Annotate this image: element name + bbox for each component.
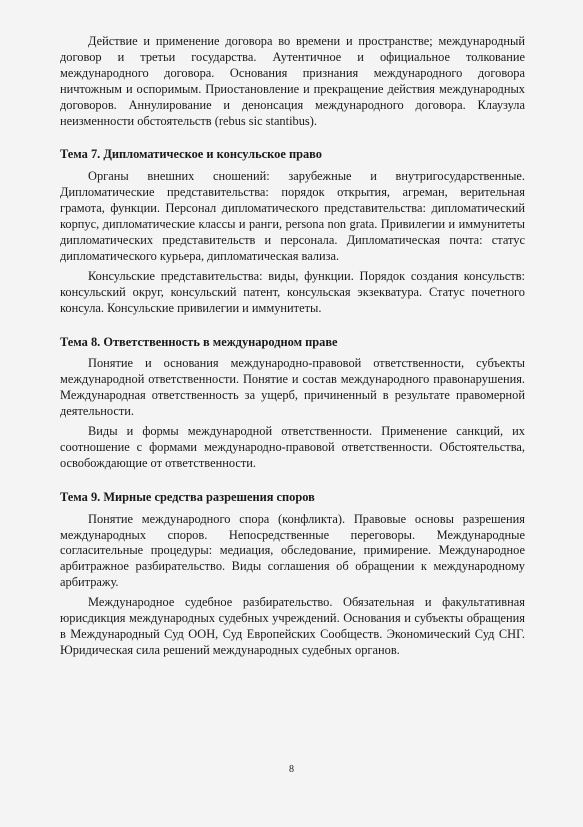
spacer (60, 317, 525, 335)
page-number: 8 (289, 764, 294, 775)
topic-7-section (60, 147, 525, 316)
topic-8-heading: Тема 8. Ответственность в международном праве (60, 334, 338, 349)
topic-7-paragraph-2: Консульские представительства: виды, функции. Порядок создания консульств: консульский округ, консульский патент, консульская экзекватура. Статус почетного консула. Консульские привилегии и иммунитеты. (60, 268, 525, 315)
spacer (60, 129, 525, 147)
topic-8-paragraph-2: Виды и формы международной ответственности. Применение санкций, их соотношение с формами международно-правовой ответственности. Обстоятельства, освобождающие от ответственности. (60, 424, 525, 470)
topic-7-heading: Тема 7. Дипломатическое и консульское право (60, 147, 322, 162)
topic-9-paragraph-1: Понятие международного спора (конфликта). Правовые основы разрешения международных споров. Непосредственные переговоры. Международные согласительные процедуры: медиация, обследование, примирение. Международное арбитражное разбирательство. Виды соглашения об обращении к международному арбитражу. (60, 511, 525, 590)
spacer (60, 472, 525, 490)
topic-8-section (60, 335, 525, 472)
topic-7-paragraph-1: Органы внешних сношений: зарубежные и внутригосударственные. Дипломатические представительства: порядок открытия, агреман, верительная грамота, функции. Персонал дипломатического представительства: дипломатический корпус, дипломатические классы и ранги, persona non grata. Привилегии и иммунитеты дипломатических представительств и персонала. Дипломатическая почта: статус дипломатического курьера, дипломатическая вализа. (60, 169, 525, 263)
topic-9-section (60, 490, 525, 659)
topic-8-paragraph-1: Понятие и основания международно-правовой ответственности, субъекты международной ответственности. Понятие и состав международного правонарушения. Международная ответственность за ущерб, причиненный в результате правомерной деятельности. (60, 356, 525, 419)
topic-9-paragraph-2: Международное судебное разбирательство. Обязательная и факультативная юрисдикция международных судебных учреждений. Основания и субъекты обращения в Международный Суд ООН, Суд Европейских Сообществ. Экономический Суд СНГ. Юридическая сила решений международных судебных органов. (60, 595, 525, 657)
intro-paragraph: Действие и применение договора во времени и пространстве; международный договор и третьи государства. Аутентичное и официальное толкование международного договора. Основания признания международного договора ничтожным и оспоримым. Приостановление и прекращение действия международных договоров. Аннулирование и денонсация международного договора. Клаузула неизменности обстоятельств (rebus sic stantibus). (60, 34, 525, 128)
topic-9-heading: Тема 9. Мирные средства разрешения споров (60, 489, 315, 504)
